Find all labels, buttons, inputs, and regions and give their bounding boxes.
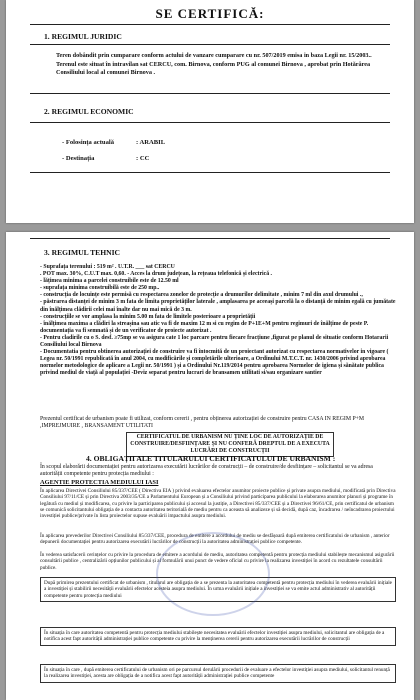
title-rule xyxy=(30,24,390,25)
tech-line: . POT max. 30%, C.U.T max. 0,60. - Acces la drum județean, la rețeaua telefonică și electrică . xyxy=(40,271,272,278)
warning-box: CERTIFICATUL DE URBANISM NU ȚINE LOC DE AUTORIZAȚIE DE CONSTRUIRE/DESFIINȚARE ȘI NU CONFERĂ DREPTUL DE A EXECUTA LUCRĂRI DE CONSTRUCȚII xyxy=(126,432,334,457)
environment-agency: AGENTIE PROTECTIA MEDIULUI IASI xyxy=(40,479,159,486)
certificate-usage-text: Prezentul certificat de urbanism poate fi utilizat, conform cererii , pentru obținerea autorizației de construire pentru CASA IN REGIM P+M ,IMPREJMUIRE , BRANSAMENT UTILITATI xyxy=(40,416,365,430)
tech-line: - construcția de locuințe este permisă cu respectarea zonelor de protecție a drumurilor delimitate , minim 7 ml din axul drumului ., xyxy=(40,292,363,299)
document-page-2 xyxy=(6,232,414,700)
section3-top-rule xyxy=(30,238,390,239)
section1-rule xyxy=(30,44,390,45)
destination-value: : CC xyxy=(136,155,150,162)
usage-row xyxy=(62,139,166,146)
section2-top-rule xyxy=(30,93,390,94)
tech-line: - înălțimea maxima a clădiri la streașina sau atic va fi de maxim 12 m si cu regim de P+1E+M pentru regimuri de înălțime de peste P. documentația va fi semnată și de un verificator de proiecte autorizat . xyxy=(40,320,369,334)
tech-line: - păstrarea distanței de minim 3 m fata de limita proprietăților laterale , amplasarea pe aceeași parcelă la o distanță de minim egală cu jumătate din înălțimea clădirii celei mai înalte dar nu mai mică de 3 m. xyxy=(40,299,396,313)
section1-text: Teren dobândit prin cumparare conform actului de vanzare cumparare cu nr. 507/2019 emisa in baza Legii nr. 15/2003.. Terenul este situat în intravilan sat CERCU, com. Birnova, conform PUG al comunei Birnova , aprobat prin Hotărârea Consiliului local al comunei Birnova . xyxy=(56,52,372,77)
section2-rule xyxy=(30,122,390,123)
section4-paragraph-2: În aplicarea prevederilor Directivei Consiliului 85/337/CEE, procedura de emitere a acordului de mediu se desfășoară după emiterea certificatului de urbanism , anterior depunerii documentației pentru autorizarea executării lucrărilor de construcții la autoritatea administrației publice competente. xyxy=(40,533,390,546)
section3-heading: 3. REGIMUL TEHNIC xyxy=(44,248,121,257)
document-page-1 xyxy=(6,0,414,223)
technical-list xyxy=(40,264,396,378)
tech-line: - Suprafața terenului : 519 m² . U.T.R. ___ sat CERCU xyxy=(40,264,175,270)
tech-line: - Pentru cladirile cu o S. desf. ≥75mp se va asigura cate 1 loc parcare pentru fiecare fracțiune ,figurat pe planul de situatie conform Hotararii Consiliului local Birnova xyxy=(40,334,389,349)
tech-line: - construcțiile se vor amplasa la minim 5.00 m fata de limitele posterioare a proprietății xyxy=(40,313,256,320)
usage-value: : ARABIL xyxy=(136,139,166,146)
tech-line: - lățimea minima a parcelei construibile este de 12.50 ml xyxy=(40,278,179,285)
tech-line: - Documentatia pentru obtinerea autorizației de construire va fi întocmită de un proiectant autorizat cu respectarea normativelor in vigoare ( Legea nr. 50/1991 republicată în anul 2004, cu modificările și completările ulterioare, a Ordinului M.T.C.T. nr. 1430/2006 privind aprobarea normelor metodologice de aplicare a Legii nr. 50/1991 ) și a Ordinului Nr.119/2014 pentru aprobarea Normelor de igiena și sănătate publica privind mediul de viață al populației -Deviz separat pentru lucrari de bransamen utilitati si/sau organizare santier xyxy=(40,349,389,377)
section4-paragraph-3: În vederea satisfacerii cerințelor cu privire la procedura de emitere a acordului de mediu, autoritatea competentă pentru protecția mediului stabilește mecanismul asigurării consultării publice , centralizării opțiunilor publicului și al formulării unui punct de vedere oficial cu privire la realizarea investiției în acord cu rezultatele consultării publice. xyxy=(40,552,395,571)
obligation-box-3: În situația în care , după emiterea certificatului de urbanism ori pe parcursul derulării procedurii de evaluare a efectelor investiției asupra mediului, solicitantul renunță la realizarea investiției, acesta are obligația de a notifica acest fapt autorității administrației publice competente xyxy=(40,664,396,683)
obligation-box-2: În situația în care autoritatea competentă pentru protecția mediului stabilește necesitatea evaluării efectelor investiției asupra mediului, solicitantul are obligația de a notifica acest fapt autorității administrației publice competente cu privire la menținerea cererii pentru autorizarea executării lucrărilor de construcții xyxy=(40,627,396,646)
section1-heading: 1. REGIMUL JURIDIC xyxy=(44,32,122,41)
faded-stamp xyxy=(156,532,270,616)
document-title: SE CERTIFICĂ: xyxy=(155,6,265,21)
destination-row xyxy=(62,155,150,162)
section4-heading: 4. OBLIGAȚII ALE TITULARULUI CERTIFICATULUI DE URBANISM : xyxy=(86,454,336,463)
section2-heading: 2. REGIMUL ECONOMIC xyxy=(44,107,134,116)
usage-label: - Folosința actuală xyxy=(62,139,115,146)
destination-label: - Destinația xyxy=(62,155,95,162)
tech-line: - suprafața minima construibilă este de 250 mp.. xyxy=(40,285,160,292)
section4-intro: În scopul elaborării documentației pentru autorizarea executării lucrărilor de construcții – de construire/de desființare – solicitantul se va adresa autorității competente pentru protecția mediului : xyxy=(40,464,373,478)
page1-bottom-rule xyxy=(30,172,390,173)
obligation-box-1: După primirea prezentului certificat de urbanism , titularul are obligația de a se prezenta la autoritatea competentă pentru protecția mediului în vederea evaluării inițiale a investiției și stabilirii necesității evaluării efectelor acesteia asupra mediului. În urma evaluării inițiale a investiției se va emite actul administrativ al autorității competente pentru protecția mediului xyxy=(40,577,396,602)
section4-paragraph-1: În aplicarea Directivei Consiliului 85/337/CEE ( Directiva EIA ) privind evaluarea efectelor anumitor proiecte publice și private asupra mediului, modificată prin Directiva Consiliului 97/11/CE și prin Directiva 2003/35/CE a Parlamentului European și a Consiliului privind participarea publicului la elaborarea anumitor planuri și programe în legătură cu mediul și modificarea, cu privire la participarea publicului și accesul la justiție, a Directivei 85/337/CEE și a Directivei 96/61/CE, prin certificatul de urbanism se comunică solicitantului obligația de a contacta autoritatea teritorială de mediu pentru ca aceasta să analizeze și să decidă, după caz, încadrarea / neîncadrarea proiectului investiției publice/private în lista proiectelor supuse evaluării impactului asupra mediului. xyxy=(40,488,396,520)
